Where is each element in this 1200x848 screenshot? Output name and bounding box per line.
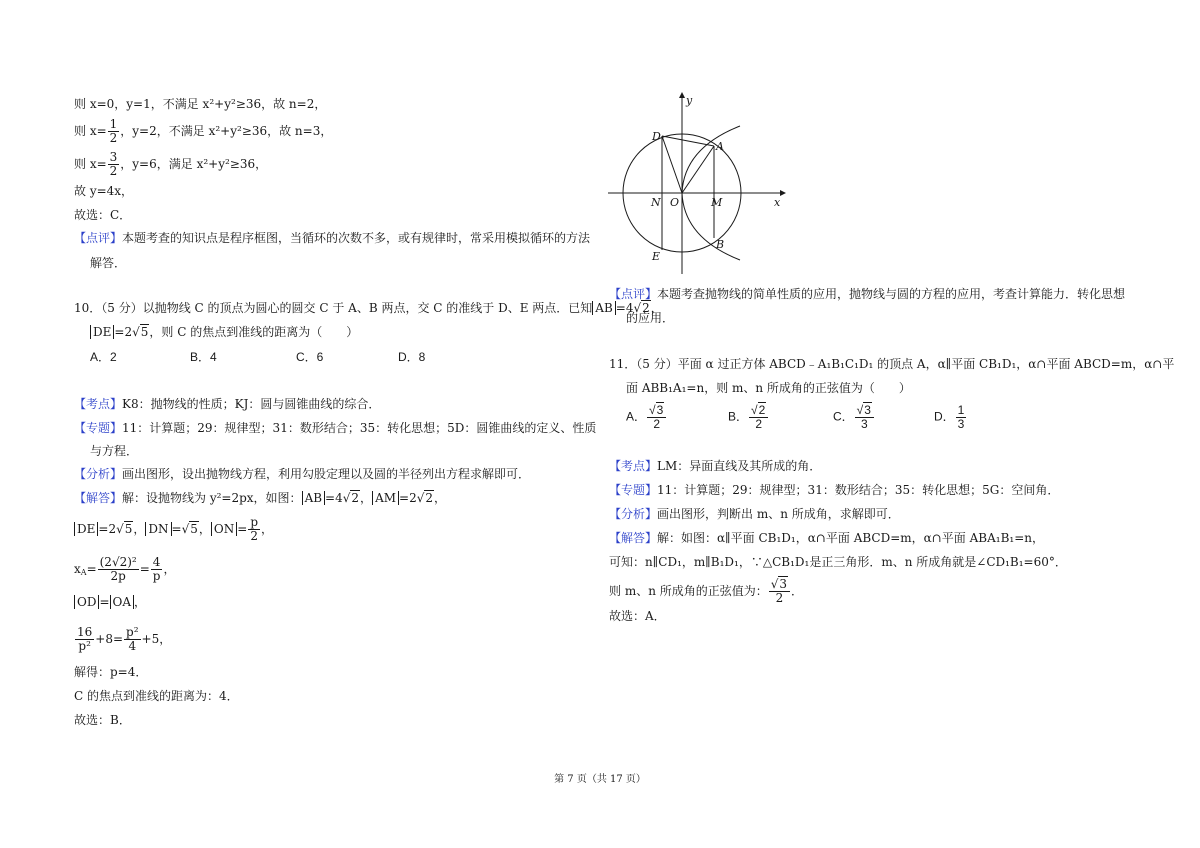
text: +8= [95,632,124,646]
parabola-upper [682,126,740,193]
radicand: 2 [642,301,650,315]
text: 11：计算题；29：规律型；31：数形结合；35：转化思想；5G：空间角． [657,483,1060,497]
fraction [855,404,874,431]
label-b: B [716,238,725,251]
numerator: √3 [769,578,790,592]
kaodian-line [609,458,821,474]
numerator: 1 [109,117,118,131]
text: 则 x= [74,124,107,138]
question-10-line2 [90,324,358,340]
label-a: A [716,140,724,153]
fraction [108,118,120,145]
denominator: p [152,569,161,583]
text: ，则 C 的焦点到准线的距离为（ ） [149,325,359,339]
denominator: 2p [110,569,126,583]
y-axis-arrow [679,92,685,98]
denominator: 3 [860,417,868,431]
abs-expr: DE [90,325,114,339]
numerator: √3 [647,404,666,418]
option-c [833,404,875,431]
solution-line: $x_A=$ $\frac{\text{(2√2)²}}{2p}$ = $\frac{4}{p}$ ， [74,555,176,583]
fraction [98,556,139,583]
fraction [124,626,141,653]
sqrt: √2 [416,491,434,505]
text: =4 [615,301,634,315]
abs-expr: OA [110,595,135,609]
radicand: 2 [425,491,434,505]
text: 11：计算题；29：规律型；31：数形结合；35：转化思想；5D：圆锥曲线的定义、性质 [122,421,597,435]
abs-expr: AB [302,491,325,505]
numerator: √3 [855,404,874,418]
option-a: A．2 [90,350,117,364]
label-y: y [686,94,693,107]
denominator: 2 [755,417,762,431]
fraction [647,404,666,431]
solution-line: C 的焦点到准线的距离为：4． [74,689,239,703]
zhuanti-line [609,482,1059,498]
fraction [151,556,163,583]
solution-line: 解得：p=4． [74,665,148,679]
zhuanti-tag: 【专题】 [74,421,123,435]
radicand: 5 [124,522,133,536]
question-11: 11．（5 分）平面 α 过正方体 ABCD﹣A₁B₁C₁D₁ 的顶点 A，α∥平面 CB₁D₁，α∩平面 ABCD=m，α∩平 [609,357,1175,371]
radicand: 2 [351,491,360,505]
text: =2 [98,522,117,536]
comment-tag: 【点评】 [74,231,123,245]
comment-line [74,230,590,246]
segment-da [662,136,714,146]
text-line: 与方程． [90,444,139,458]
text: 解：如图：α∥平面 CB₁D₁，α∩平面 ABCD=m，α∩平面 ABA₁B₁=n， [657,531,1044,545]
text: =4 [325,491,343,505]
text: =2 [114,325,133,339]
text-line [74,118,332,145]
solution-line: 故选：A． [609,609,666,623]
text-line [74,151,267,178]
fraction [75,626,94,653]
fenxi-line [74,466,530,482]
denominator: 2 [109,164,118,178]
segment-od [662,136,682,193]
option-b: B．4 [190,350,217,364]
text: = [99,595,110,609]
text: 解：设抛物线为 y²=2px，如图： [122,491,302,505]
radicand: 3 [864,403,871,417]
fraction [749,404,768,431]
abs-expr: OD [74,595,99,609]
fenxi-tag: 【分析】 [74,467,123,481]
text-line: 故 y=4x， [74,184,134,198]
text: 10．（5 分）以抛物线 C 的顶点为圆心的圆交 C 于 A、B 两点，交 C 的准线于 D、E 两点．已知 [74,301,593,315]
denominator: p² [78,639,91,653]
label-n: N [651,196,661,209]
fraction [769,578,790,605]
denominator: 2 [653,417,660,431]
parabola-circle-figure [604,88,794,278]
solution-line [609,578,803,605]
text: 画出图形，判断出 m、n 所成角，求解即可． [657,507,900,521]
radicand: 5 [140,325,149,339]
text-line: 则 x=0，y=1，不满足 x²+y²≥36，故 n=2， [74,97,327,111]
text: C． [833,409,854,424]
fraction [108,151,120,178]
jieda-line: 【解答】解：设抛物线为 y²=2px，如图： AB =4√2， AM =2√2， [74,491,447,505]
option-a [626,404,667,431]
radicand: 5 [190,522,198,536]
x-axis-arrow [780,190,786,196]
numerator: p [250,515,258,529]
numerator: 3 [109,150,118,164]
abs-expr: ON [211,522,237,536]
fenxi-tag: 【分析】 [609,507,658,521]
text: = [237,522,248,536]
text: =2 [399,491,417,505]
solution-line: 故选：B． [74,713,131,727]
solution-line: DE =2√5， DN =√5， ON = $\frac{p}{2}$ ， [74,516,273,543]
comment-tag: 【点评】 [609,287,658,301]
page-footer: 第 7 页（共 17 页） [554,774,646,785]
sqrt: √2 [633,301,650,315]
text: ， [650,301,663,315]
abs-expr: DN [145,522,171,536]
text-line: 的应用． [626,311,675,325]
jieda-tag: 【解答】 [74,491,123,505]
text: ． [791,584,804,598]
radicand: 2 [758,403,766,417]
kaodian-line [74,396,380,412]
zhuanti-line [74,420,596,436]
kaodian-tag: 【考点】 [74,397,123,411]
denominator: 3 [957,417,965,431]
radicand: 3 [656,403,664,417]
option-d: D．8 [398,350,426,364]
solution-line: OD = OA ， [74,594,146,610]
abs-expr: DE [74,522,98,536]
text: A． [626,409,647,424]
denominator: 2 [250,529,258,543]
numerator: (2√2)² [99,555,137,569]
denominator: 4 [128,639,137,653]
text: = [171,522,182,536]
text: 画出图形，设出抛物线方程，利用勾股定理以及圆的半径列出方程求解即可． [122,467,531,481]
text: 本题考查的知识点是程序框图，当循环的次数不多，或有规律时，常采用模拟循环的方法 [122,231,591,245]
text-line: 解答． [90,256,127,270]
text: +5， [141,632,172,646]
solution-line [74,626,171,653]
solution-line: 可知：n∥CD₁，m∥B₁D₁，∵△CB₁D₁是正三角形．m、n 所成角就是∠CD₁B₁=60°． [609,555,1067,569]
label-e: E [652,250,661,263]
text: = [86,562,97,576]
comment-line [609,286,1125,302]
question-10 [74,300,663,316]
text: = [139,562,150,576]
numerator: √2 [749,404,768,418]
zhuanti-tag: 【专题】 [609,483,658,497]
text: LM：异面直线及其所成的角． [657,459,822,473]
text: 本题考查抛物线的简单性质的应用，抛物线与圆的方程的应用，考查计算能力．转化思想 [657,287,1126,301]
abs-expr: AB [592,301,615,315]
sqrt: √2 [342,491,360,505]
text: K8：抛物线的性质；KJ：圆与圆锥曲线的综合． [122,397,381,411]
fenxi-line [609,506,900,522]
text: x [74,562,81,576]
label-x: x [774,196,781,209]
numerator: 4 [151,556,163,570]
sqrt: √5 [132,325,149,339]
option-b [728,404,769,431]
text: ，y=6，满足 x²+y²≥36， [120,157,268,171]
text: B． [728,409,749,424]
radicand: 3 [779,577,788,591]
text-line: 故选：C． [74,208,132,222]
numerator: 1 [957,403,965,417]
abs-expr: AM [372,491,399,505]
jieda-tag: 【解答】 [609,531,658,545]
subscript: A [80,568,87,577]
denominator: 2 [775,591,784,605]
numerator: p² [126,625,139,639]
label-o: O [670,196,680,209]
fraction [248,516,260,543]
question-11-line2: 面 ABB₁A₁=n，则 m、n 所成角的正弦值为（ ） [626,381,911,395]
option-d [934,404,967,431]
sqrt: √5 [181,522,198,536]
fraction [956,404,967,431]
denominator: 2 [109,131,118,145]
jieda-line [609,530,1044,546]
text: 则 m、n 所成角的正弦值为： [609,584,768,598]
text: D． [934,409,955,424]
label-m: M [711,196,723,209]
numerator: 16 [77,625,93,639]
sqrt: √5 [116,522,133,536]
text: ，y=2，不满足 x²+y²≥36，故 n=3， [120,124,333,138]
option-c: C．6 [296,350,324,364]
label-d: D [652,130,661,143]
text: 则 x= [74,157,107,171]
kaodian-tag: 【考点】 [609,459,658,473]
